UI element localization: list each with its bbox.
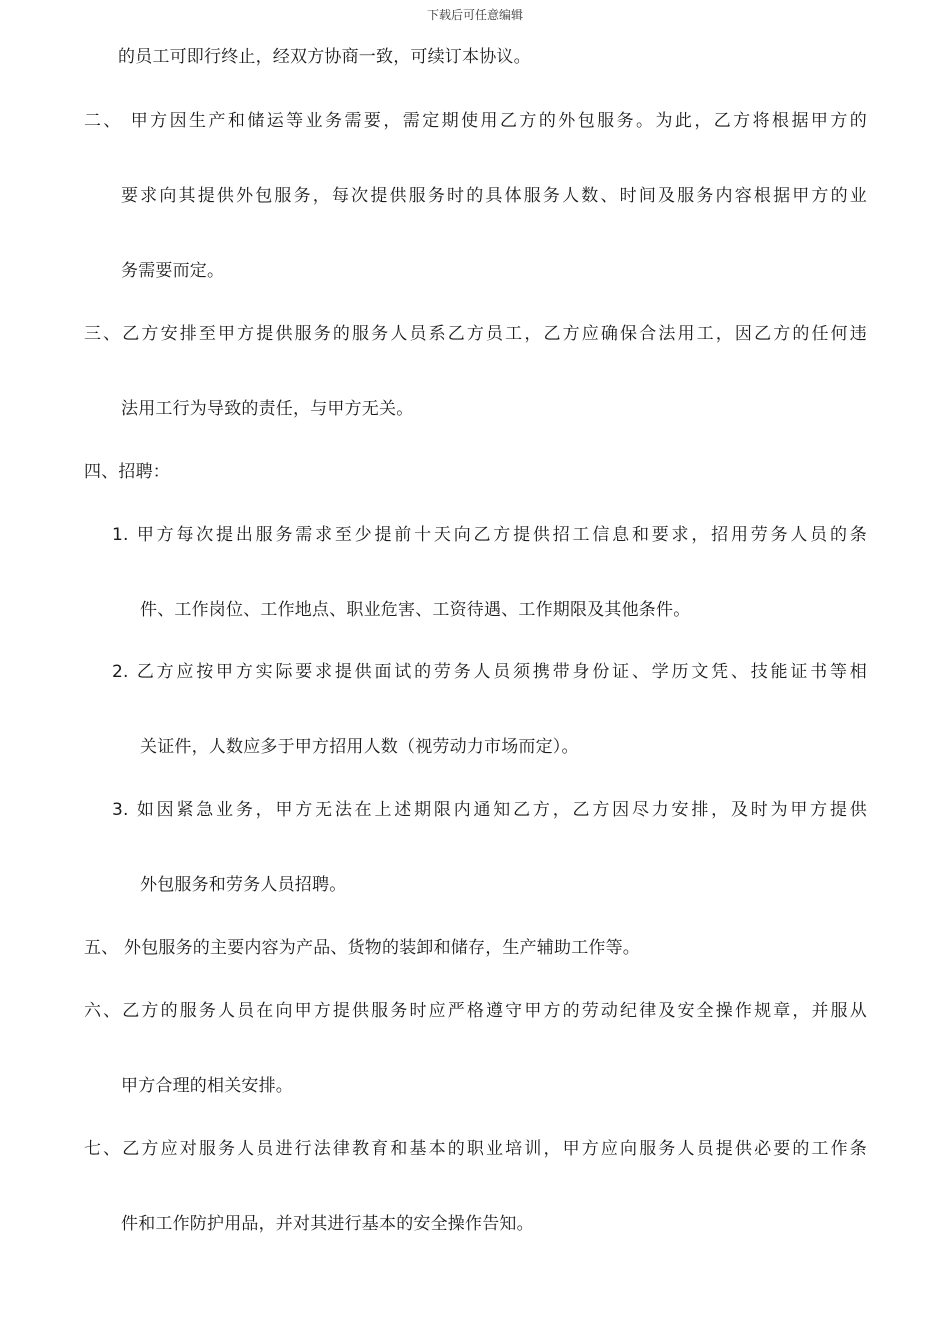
- text-line: 务需要而定。: [121, 261, 225, 281]
- list-item-2: 2. 乙方应按甲方实际要求提供面试的劳务人员须携带身份证、学历文凭、技能证书等相: [112, 662, 867, 682]
- text-line: 要求向其提供外包服务，每次提供服务时的具体服务人数、时间及服务内容根据甲方的业: [121, 186, 867, 206]
- text-line: 外包服务和劳务人员招聘。: [140, 875, 347, 895]
- text-line: 件、工作岗位、工作地点、职业危害、工资待遇、工作期限及其他条件。: [140, 600, 691, 620]
- section-6-line: 六、乙方的服务人员在向甲方提供服务时应严格遵守甲方的劳动纪律及安全操作规章，并服从: [84, 1001, 867, 1021]
- list-item-3: 3. 如因紧急业务，甲方无法在上述期限内通知乙方，乙方因尽力安排，及时为甲方提供: [112, 800, 867, 820]
- section-5-line: 五、 外包服务的主要内容为产品、货物的装卸和储存，生产辅助工作等。: [84, 938, 641, 958]
- text-line: 法用工行为导致的责任，与甲方无关。: [121, 399, 414, 419]
- text-line: 的员工可即行终止，经双方协商一致，可续订本协议。: [118, 47, 531, 67]
- section-4-heading: 四、招聘：: [84, 462, 170, 482]
- section-2-line: 二、 甲方因生产和储运等业务需要，需定期使用乙方的外包服务。为此，乙方将根据甲方的: [84, 111, 867, 131]
- text-line: 关证件，人数应多于甲方招用人数（视劳动力市场而定）。: [140, 737, 579, 757]
- text-line: 件和工作防护用品，并对其进行基本的安全操作告知。: [121, 1214, 534, 1234]
- list-item-1: 1. 甲方每次提出服务需求至少提前十天向乙方提供招工信息和要求，招用劳务人员的条: [112, 525, 867, 545]
- section-3-line: 三、乙方安排至甲方提供服务的服务人员系乙方员工，乙方应确保合法用工，因乙方的任何违: [84, 324, 867, 344]
- text-line: 甲方合理的相关安排。: [121, 1076, 293, 1096]
- page-header: 下载后可任意编辑: [426, 8, 523, 22]
- section-7-line: 七、乙方应对服务人员进行法律教育和基本的职业培训，甲方应向服务人员提供必要的工作条: [84, 1139, 867, 1159]
